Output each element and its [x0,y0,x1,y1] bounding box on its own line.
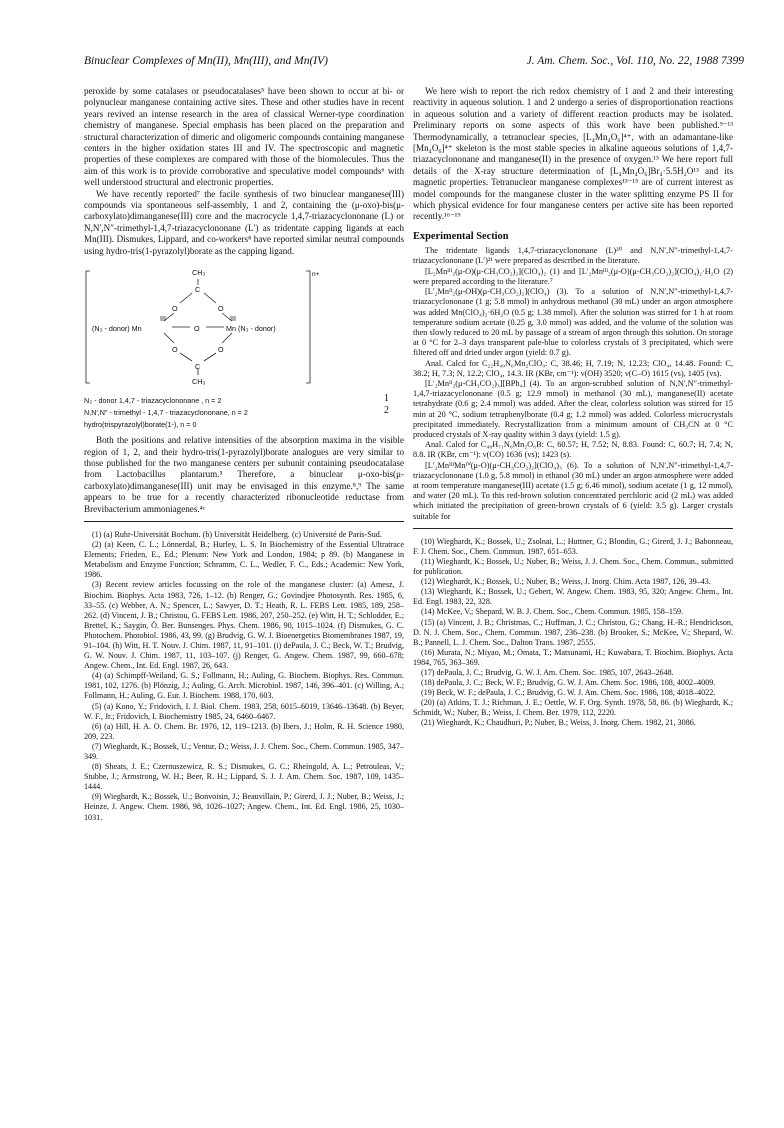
structure-legend [84,395,404,429]
reference-item: (9) Wieghardt, K.; Bossek, U.; Bonvoisin, J.; Beauvillain, P.; Girerd, J. J.; Nuber, B.; Weiss, J.; Heinze, J. Angew. Chem. 1986, 98, 1026–1027; Angew. Chem., Int. Ed. Engl. 1986, 25, 1030–1031. [84,792,404,822]
footnote-divider [413,528,733,529]
reference-item: (3) Recent review articles focussing on the role of the manganese cluster: (a) Amesz, J. Biochim. Biophys. Acta 1983, 726, 1–12. (b) Renger, G.; Govindjee Photosynth. Res. 1985, 6, 33–55. (c) Webber, A. N.; Spencer, L.; Sawyer, D. T.; Heath, R. L. FEBS Lett. 1985, 189, 258–262. (d) Vincent, J. B.; Christou, G. FEBS Lett. 1986, 207, 250–252. (e) Witt, H. T.; Schlodder, E.; Brettel, K.; Saygin, Ö. Ber. Bunsenges. Phys. Chem. 1986, 90, 1015–1024. (f) Dismukes, G. C. Photochem. Photobiol. 1986, 43, 99. (g) Brudvig, G. W. J. Bioenergetics Biomembranes 1987, 19, 91–104. (h) Witt, H. T. Nouv. J. Chim. 1987, 11, 91–101. (i) dePaula, J. C.; Beck, W. T.; Brudvig, G. W. Nouv. J. Chim. 1987, 11, 103–107. (j) Renger, G. Angew. Chem. 1987, 99, 660–678; Angew. Chem., Int. Ed. Engl. 1987, 26, 643. [84,580,404,671]
reference-item: (19) Beck, W. F.; dePaula, J. C.; Brudvig, G. W. J. Am. Chem. Soc. 1986, 108, 4018–4022. [421,688,716,698]
legend-item [84,395,221,406]
paragraph: The tridentate ligands 1,4,7-triazacyclononane (L)²⁰ and N,N′,N″-trimethyl-1,4,7-triazacyclononane (L′)²¹ were prepared as described in the literature. [413,246,733,266]
oxygen-label: O [172,304,178,314]
reference-item: (14) McKee, V.; Shepard, W. B. J. Chem. Soc., Chem. Commun. 1985, 158–159. [421,607,684,617]
legend-label: N,N′,N″ - trimethyl - 1,4,7 - triazacyclononane, n = 2 [84,408,248,418]
paragraph: Anal. Calcd for C₄₈H₇₁N₆Mn₂O₆B: C, 60.57; H, 7.52; N, 8.83. Found: C, 60.7; H, 7.4; N, 8.8. IR (KBr, cm⁻¹): ν(CO) 1636 (vs); 1423 (s). [413,440,733,460]
legend-item [84,419,196,430]
reference-item: (13) Wieghardt, K.; Bossek, U.; Gebert, W. Angew. Chem. 1983, 95, 320; Angew. Chem., Int. Ed. Engl. 1983, 22, 328. [413,587,733,607]
right-column [413,86,733,729]
reference-item: (21) Wieghardt, K.; Chaudhuri, P.; Nuber, B.; Weiss, J. Inorg. Chem. 1982, 21, 3086. [421,718,696,728]
structure-figure [84,263,404,391]
reference-item: (15) (a) Vincent, J. B.; Christmas, C.; Huffman, J. C.; Christou, G.; Chang, H.-R.; Hendrickson, D. N. J. Chem. Soc., Chem. Commun. 1987, 236–238. (b) Brooker, S.; McKee, V.; Shepard, W. B.; Pannell, L. J. Chem. Soc., Dalton Trans. 1987, 2555. [413,617,733,647]
paragraph: [L′₂Mnᴵᴵ₂(μ-OH)(μ-CH₃CO₂)₂](ClO₄) (3). To a solution of N,N′,N″-trimethyl-1,4,7-triazacyclononane (1 g; 5.8 mmol) in anhydrous methanol (30 mL) under an argon atmosphere was added Mn(ClO₄)₂·6H₂O (0.5 g; 1.38 mmol). After the solution was stirred for 1 h at room temperature sodium acetate (0.25 g, 3.0 mmol) was added, and the volume of the solution was then slowly reduced to 20 mL by passage of a stream of argon through this solution. On storage at 0 °C for 2–3 days transparent pale-blue to colorless crystals of 3 precipitated, which were filtered off and dried under argon (yield: 0.7 g). [413,287,733,358]
paragraph: We have recently reported⁷ the facile synthesis of two binuclear manganese(III) compounds via spontaneous self-assembly, 1 and 2, containing the (μ-oxo)-bis(μ-carboxylato)dimanganese(III) core and the macrocycle 1,4,7-triazacyclononane (L) or N,N′,N″-trimethyl-1,4,7-triazacyclononane (L′) as tridentate capping ligands at each Mn(III). Dismukes, Lippard, and co-workers⁸ have reported similar neutral compounds using hydro-tris(1-pyrazolyl)borate as the capping ligand. [84,188,404,256]
reference-item: (16) Murata, N.; Miyao, M.; Omata, T.; Matsunami, H.; Kuwabara, T. Biochim. Biophys. Acta 1984, 765, 363–369. [413,647,733,667]
oxidation-state-label: III [230,314,236,324]
reference-item: (17) dePaula, J. C.; Brudvig, G. W. J. Am. Chem. Soc. 1985, 107, 2643–2648. [421,667,674,677]
running-header-right: J. Am. Chem. Soc., Vol. 110, No. 22, 1988 7399 [526,55,744,67]
manganese-right-label: Mn (N₃ - donor) [226,324,276,334]
paragraph: [L′₂Mnᴵᴵ₂(μ-CH₃CO₂)₃][BPh₄] (4). To an argon-scrubbed solution of N,N′,N″-trimethyl-1,4,7-triazacyclononane (0.5 g; 12.9 mmol) in methanol (30 mL), manganese(II) acetate tetrahydrate (0.6 g; 2.4 mmol) was added. After the clear, colorless solution was stirred for 15 min at 20 °C, sodium tetraphenylborate (0.4 g; 1.2 mmol) was added. Colorless microcrystals precipitated immediately. Recrystallization from a minimum amount of CH₃CN at 0 °C produced crystals of X-ray quality within 3 days (yield: 1.5 g). [413,378,733,439]
footnotes [84,530,404,823]
ch3-label: CH₃ [192,268,206,278]
reference-item: (18) dePaula, J. C.; Beck, W. F.; Brudvig, G. W. J. Am. Chem. Soc. 1986, 108, 4002–4009. [421,678,716,688]
reference-item: (12) Wieghardt, K.; Bossek, U.; Nuber, B.; Weiss, J. Inorg. Chim. Acta 1987, 126, 39–43. [421,577,711,587]
carbon-label: C [195,362,201,372]
running-header-left: Binuclear Complexes of Mn(II), Mn(III), and Mn(IV) [84,55,328,67]
legend-label: N₃ - donor 1,4,7 - triazacyclononane , n = 2 [84,396,222,406]
manganese-left-label: (N₃ - donor) Mn [92,324,142,334]
reference-item: (20) (a) Atkins, T. J.; Richman, J. E.; Oettle, W. F. Org. Synth. 1978, 58, 86. (b) Wieghardt, K.; Schmidt, W.; Nuber, B.; Weiss, J. Chem. Ber. 1979, 112, 2220. [413,698,733,718]
reference-item: (8) Sheats, J. E.; Czernuszewicz, R. S.; Dismukes, G. C.; Rheingold, A. L.; Petrouleas, V.; Stubbe, J.; Armstrong, W. H.; Beer, R. H.; Lippard, S. J. J. Am. Chem. Soc. 1987, 109, 1435–1444. [84,762,404,792]
paragraph: Anal. Calcd for C₂₂H₄₉N₆Mn₂ClO₉: C, 38.46; H, 7.19; N, 12.23; ClO₄, 14.48. Found: C, 38.2; H, 7.3; N, 12.2; ClO₄, 14.3. IR (KBr, cm⁻¹): ν(OH) 3520; ν(C–O) 1615 (vs), 1405 (vs). [413,358,733,378]
compound-number: 2 [384,405,389,417]
oxygen-label: O [218,304,224,314]
compound-number: 1 [384,393,389,405]
paragraph: Both the positions and relative intensities of the absorption maxima in the visible region of 1, 2, and their hydro-tris(1-pyrazolyl)borate analogues are very similar to those published for the two manganese centers per subunit containing pseudocatalase from Lactobacillus plantarum.⁵ Therefore, a binuclear μ-oxo-bis(μ-carboxylato)dimanganese(III) unit may be envisaged in this enzyme.⁸,⁹ The same appears to be true for a recently characterized ribonucleotide reductase from Brevibacterium ammoniagenes.⁴ᶜ [84,435,404,514]
paragraph: [L′₂MnᴵᴵᴵMnᴵⱽ(μ-O)(μ-CH₃CO₂)₂](ClO₄)₃ (6). To a solution of N,N′,N″-trimethyl-1,4,7-triazacyclononane (1.0 g, 5.8 mmol) in ethanol (30 mL) under an argon atmosphere were added at room temperature manganese(III) acetate (1.5 g; 6.46 mmol), sodium acetate (1 g, 12 mmol), and water (20 mL). To this red-brown solution concentrated perchloric acid (2 mL) was added which initiated the precipitation of green-brown crystals of 6 (yield: 3.5 g). Larger crystals suitable for [413,460,733,521]
reference-item: (4) (a) Schimpff-Weiland, G. S.; Follmann, H.; Auling, G. Biochem. Biophys. Res. Commun. 1981, 102, 1276. (b) Plönzig, J.; Auling, G. Arch. Microbiol. 1987, 146, 396–401. (c) Willing, A.; Follmann, H.; Auling, G. Eur. J. Biochem. 1988, 170, 603. [84,671,404,701]
oxygen-label: O [218,345,224,355]
charge-label: n+ [312,271,320,279]
ch3-label: CH₃ [192,377,206,387]
reference-item: (11) Wieghardt, K.; Bossek, U.; Nuber, B.; Weiss, J. J. Chem. Soc., Chem. Commun., submitted for publication. [413,556,733,577]
footnote-divider [84,521,404,522]
legend-label: hydro(trispyrazolyl)borate(1-), n = 0 [84,420,197,430]
oxidation-state-label: III [160,314,166,324]
footnotes [413,537,733,729]
reference-item: (7) Wieghardt, K.; Bossek, U.; Ventur, D.; Weiss, J. J. Chem. Soc., Chem. Commun. 1985, 347–349. [84,741,404,761]
reference-item: (10) Wieghardt, K.; Bossek, U.; Zsolnai, L.; Huttner, G.; Blondin, G.; Girerd, J. J.; Babonneau, F. J. Chem. Soc., Chem. Commun. 1987, 651–653. [413,536,733,556]
left-column [84,86,404,823]
bridging-oxo-label: O [194,324,200,334]
reference-item: (1) (a) Ruhr-Universität Bochum. (b) Universität Heidelberg. (c) Université de Paris-Sud. [92,529,382,539]
reference-item: (5) (a) Kono, Y.; Fridovich, I. J. Biol. Chem. 1983, 258, 6015–6019, 13646–13648. (b) Beyer, W. F., Jr.; Fridovich, I. Biochemistry 1985, 24, 6460–6467. [84,701,404,721]
legend-item [84,407,248,418]
paragraph: [L₂Mnᴵᴵᴵ₂(μ-O)(μ-CH₃CO₂)₂](ClO₄)₂ (1) and [L′₂Mnᴵᴵᴵ₂(μ-O)(μ-CH₃CO₂)₂](ClO₄)₂·H₂O (2) were prepared according to the literature.⁷ [413,266,733,286]
carbon-label: C [195,285,201,295]
reference-item: (6) (a) Hill, H. A. O. Chem. Br. 1976, 12, 119–1213. (b) Ibers, J.; Holm, R. H. Science 1980, 209, 223. [84,721,404,741]
paragraph: We here wish to report the rich redox chemistry of 1 and 2 and their interesting reactivity in aqueous solution. 1 and 2 undergo a series of disproportionation reactions in aqueous solution and a variety of different reaction products may be isolated. Preliminary reports on some aspects of this work have been published.⁹⁻¹³ Thermodynamically, a tetranuclear species, [L₄Mn₄O₆]⁴⁺, with an adamantane-like [Mn₄O₆]⁴⁺ skeleton is the most stable species in alkaline aqueous solutions of 1,4,7-triazacyclononane and manganese(II) in the presence of oxygen.¹³ We here report full details of the X-ray structure determination of [L₄Mn₄O₆]Br₄·5.5H₂O¹³ and its magnetic properties. Tetranuclear manganese complexes¹³⁻¹⁵ are of current interest as model compounds for the manganese cluster in the water splitting enzyme PS II for which physical evidence for four manganese centers per active site has been reported recently.¹⁶⁻¹⁹ [413,86,733,222]
paragraph: peroxide by some catalases or pseudocatalases⁵ have been shown to occur at bi- or polynuclear manganese containing active sites. These and other studies have in recent years revived an intense research in the area of classical Werner-type coordination chemistry of manganese. Special emphasis has been placed on the preparation and structural characterization of dimeric and oligomeric compounds containing manganese centers in the higher oxidation states III and IV. The spectroscopic and magnetic properties of these complexes are compared with those of the biomolecules. Thus the aim of this work is to provide corroborative and speculative model compounds⁶ with well understood structural and electronic properties. [84,86,404,188]
oxygen-label: O [172,345,178,355]
section-heading: Experimental Section [413,230,509,242]
reference-item: (2) (a) Keen, C. L.; Lönnerdal, B.; Hurley, L. S. In Biochemistry of the Essential Ultratrace Elements; Frieden, E., Ed.; Plenum: New York and London, 1984; p 89. (b) Manganese in Metabolism and Enzyme Function; Schramm, C. L., Wedler, F. C., Eds.; Academic: New York, 1986. [84,540,404,580]
